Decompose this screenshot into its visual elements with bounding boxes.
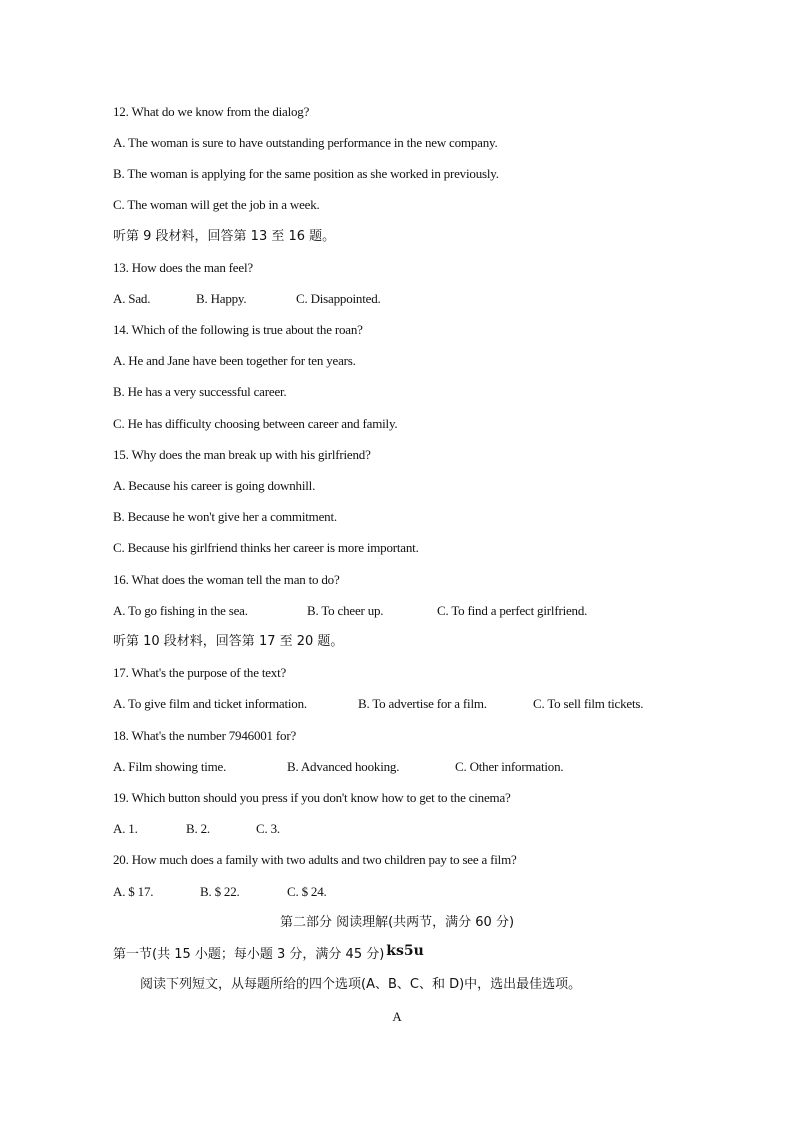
q13-option-a: A. Sad. — [113, 291, 151, 306]
q19-options — [113, 821, 280, 837]
section-10-heading: 听第 10 段材料，回答第 17 至 20 题。 — [113, 634, 344, 649]
q20-question: 20. How much does a family with two adults and two children pay to see a film? — [113, 852, 517, 867]
watermark-mark: ks5u — [386, 943, 424, 959]
q17-option-c: C. To sell film tickets. — [533, 696, 644, 711]
q19-option-b: B. 2. — [186, 821, 210, 836]
q14-option-c: C. He has difficulty choosing between career and family. — [113, 416, 398, 431]
q15-option-a: A. Because his career is going downhill. — [113, 478, 316, 493]
q18-option-a: A. Film showing time. — [113, 759, 227, 774]
q17-question: 17. What's the purpose of the text? — [113, 665, 287, 680]
q13-option-c: C. Disappointed. — [296, 291, 381, 306]
q13-question: 13. How does the man feel? — [113, 260, 253, 275]
section-9-heading: 听第 9 段材料，回答第 13 至 16 题。 — [113, 229, 336, 244]
q12-option-c: C. The woman will get the job in a week. — [113, 197, 320, 212]
q14-option-a: A. He and Jane have been together for ten years. — [113, 353, 356, 368]
q15-option-c: C. Because his girlfriend thinks her career is more important. — [113, 540, 419, 555]
q19-question: 19. Which button should you press if you don't know how to get to the cinema? — [113, 790, 511, 805]
q18-option-c: C. Other information. — [455, 759, 564, 774]
q20-options — [113, 884, 327, 900]
q17-option-b: B. To advertise for a film. — [358, 696, 487, 711]
q20-option-b: B. $ 22. — [200, 884, 240, 899]
q17-options — [113, 696, 643, 712]
section-1-heading — [113, 943, 424, 963]
q12-option-a: A. The woman is sure to have outstanding performance in the new company. — [113, 135, 498, 150]
q16-option-c: C. To find a perfect girlfriend. — [437, 603, 588, 618]
q15-option-b: B. Because he won't give her a commitment. — [113, 509, 337, 524]
q12-question: 12. What do we know from the dialog? — [113, 104, 310, 119]
q16-question: 16. What does the woman tell the man to do? — [113, 572, 340, 587]
reading-instruction: 阅读下列短文，从每题所给的四个选项(A、B、C、和 D)中，选出最佳选项。 — [140, 977, 582, 992]
part-2-title: 第二部分 阅读理解(共两节，满分 60 分) — [279, 915, 515, 930]
passage-label: A — [392, 1009, 402, 1024]
q18-option-b: B. Advanced hooking. — [287, 759, 400, 774]
q20-option-a: A. $ 17. — [113, 884, 154, 899]
q19-option-a: A. 1. — [113, 821, 138, 836]
q20-option-c: C. $ 24. — [287, 884, 327, 899]
q16-option-a: A. To go fishing in the sea. — [113, 603, 248, 618]
q13-options — [113, 291, 381, 307]
q14-question: 14. Which of the following is true about the roan? — [113, 322, 363, 337]
q14-option-b: B. He has a very successful career. — [113, 384, 287, 399]
q15-question: 15. Why does the man break up with his girlfriend? — [113, 447, 371, 462]
q17-option-a: A. To give film and ticket information. — [113, 696, 307, 711]
q19-option-c: C. 3. — [256, 821, 280, 836]
q12-option-b: B. The woman is applying for the same position as she worked in previously. — [113, 166, 499, 181]
q16-options — [113, 603, 587, 619]
q18-options — [113, 759, 563, 775]
section-1-title: 第一节(共 15 小题；每小题 3 分，满分 45 分) — [113, 947, 385, 962]
q13-option-b: B. Happy. — [196, 291, 247, 306]
q16-option-b: B. To cheer up. — [307, 603, 384, 618]
q18-question: 18. What's the number 7946001 for? — [113, 728, 297, 743]
